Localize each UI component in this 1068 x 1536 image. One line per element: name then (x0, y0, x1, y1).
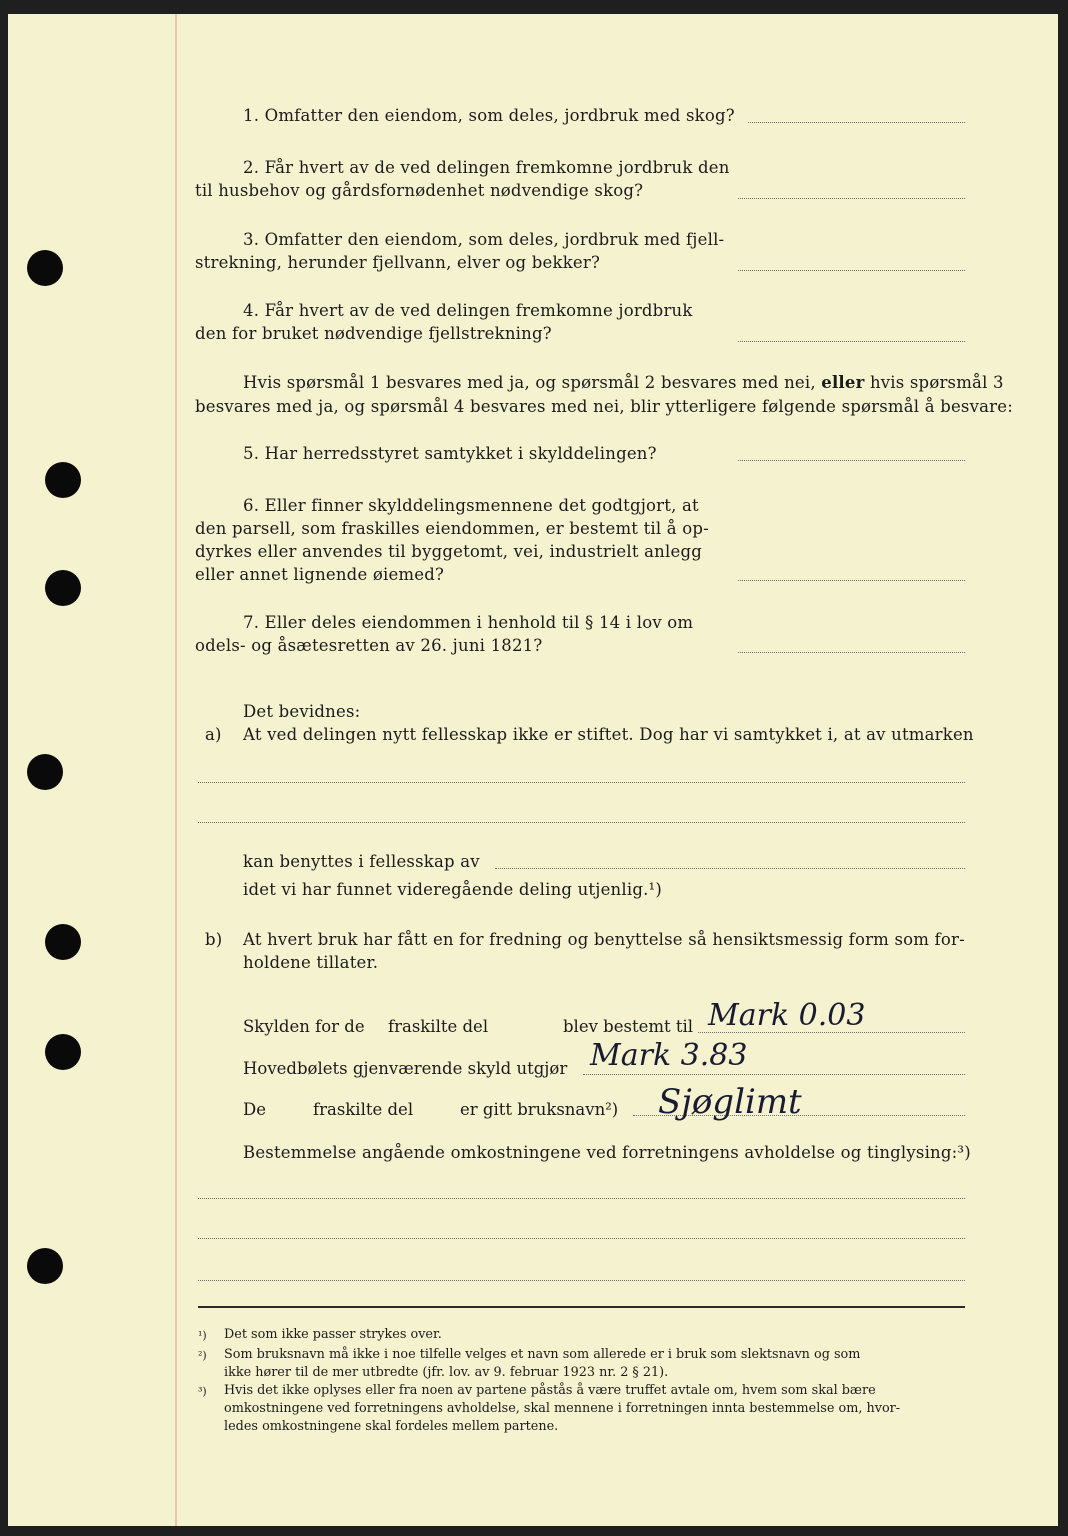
certify-b-line-1: At hvert bruk har fått en for fredning og benyttelse så hensiktsmessig form som for- (243, 930, 965, 949)
skyld-value[interactable]: Mark 0.03 (708, 998, 866, 1033)
question-5: 5. Har herredsstyret samtykket i skylddelingen? (243, 444, 657, 463)
question-6-line-1: 6. Eller finner skylddelingsmennene det godtgjort, at (243, 496, 699, 515)
punch-hole (45, 924, 81, 960)
answer-line-1[interactable] (748, 122, 965, 123)
bruk-label-c: er gitt bruksnavn²) (460, 1100, 619, 1119)
question-7-line-1: 7. Eller deles eiendommen i henhold til § 14 i lov om (243, 613, 694, 632)
certify-a-label: a) (205, 725, 222, 744)
hoved-label: Hovedbølets gjenværende skyld utgjør (243, 1059, 568, 1078)
hoved-value[interactable]: Mark 3.83 (590, 1038, 748, 1073)
utmark-line-2[interactable] (198, 822, 965, 823)
utmark-line-1[interactable] (198, 782, 965, 783)
bruk-value[interactable]: Sjøglimt (658, 1082, 802, 1122)
cost-line-2[interactable] (198, 1238, 965, 1239)
answer-line-4[interactable] (738, 341, 965, 342)
form-page (8, 14, 1058, 1526)
footnote-3-line-3: ledes omkostningene skal fordeles mellem partene. (224, 1419, 559, 1434)
footnote-2-line-1: Som bruksnavn må ikke i noe tilfelle velges et navn som allerede er i bruk som slektsnavn og som (224, 1347, 861, 1362)
punch-hole (45, 570, 81, 606)
certify-b-label: b) (205, 930, 223, 949)
cost-line-3[interactable] (198, 1280, 965, 1281)
instruction-line-1: Hvis spørsmål 1 besvares med ja, og spørsmål 2 besvares med nei, eller hvis spørsmål 3 (243, 373, 1004, 392)
footnote-1-mark: ¹) (198, 1329, 207, 1342)
question-2-line-2: til husbehov og gårdsfornødenhet nødvendige skog? (195, 181, 644, 200)
question-3-line-1: 3. Omfatter den eiendom, som deles, jordbruk med fjell- (243, 230, 725, 249)
footnote-3-mark: ³) (198, 1385, 207, 1398)
footnote-3-line-2: omkostningene ved forretningens avholdelse, skal mennene i forretningen innta bestemmelse om, hvor- (224, 1401, 901, 1416)
cost-line-1[interactable] (198, 1198, 965, 1199)
question-6-line-2: den parsell, som fraskilles eiendommen, er bestemt til å op- (195, 519, 709, 538)
cost-label: Bestemmelse angående omkostningene ved forretningens avholdelse og tinglysing:³) (243, 1143, 971, 1162)
answer-line-2[interactable] (738, 198, 965, 199)
question-4-line-2: den for bruket nødvendige fjellstrekning? (195, 324, 552, 343)
punch-hole (45, 462, 81, 498)
question-6-line-3: dyrkes eller anvendes til byggetomt, vei, industrielt anlegg (195, 542, 702, 561)
answer-line-6[interactable] (738, 580, 965, 581)
answer-line-5[interactable] (738, 460, 965, 461)
punch-hole (45, 1034, 81, 1070)
skyld-label-b: fraskilte del (388, 1017, 489, 1036)
instruction-line-2: besvares med ja, og spørsmål 4 besvares med nei, blir ytterligere følgende spørsmål å besvare: (195, 397, 1013, 416)
question-7-line-2: odels- og åsætesretten av 26. juni 1821? (195, 636, 543, 655)
question-3-line-2: strekning, herunder fjellvann, elver og bekker? (195, 253, 600, 272)
certify-heading: Det bevidnes: (243, 702, 361, 721)
skyld-label-a: Skylden for de (243, 1017, 365, 1036)
answer-line-3[interactable] (738, 270, 965, 271)
footnote-rule (198, 1306, 965, 1308)
punch-hole (27, 1248, 63, 1284)
certify-a-reason: idet vi har funnet videregående deling utjenlig.¹) (243, 880, 662, 899)
certify-a-shared: kan benyttes i fellesskap av (243, 852, 480, 871)
punch-hole (27, 754, 63, 790)
punch-hole (27, 250, 63, 286)
footnote-1-line-1: Det som ikke passer strykes over. (224, 1327, 442, 1342)
footnote-3-line-1: Hvis det ikke oplyses eller fra noen av partene påstås å være truffet avtale om, hvem som skal bære (224, 1383, 876, 1398)
shared-by-line[interactable] (495, 868, 965, 869)
question-2-line-1: 2. Får hvert av de ved delingen fremkomne jordbruk den (243, 158, 730, 177)
bruk-label-b: fraskilte del (313, 1100, 414, 1119)
question-1: 1. Omfatter den eiendom, som deles, jordbruk med skog? (243, 106, 735, 125)
footnote-2-mark: ²) (198, 1349, 207, 1362)
bruk-label-a: De (243, 1100, 266, 1119)
footnote-2-line-2: ikke hører til de mer utbredte (jfr. lov. av 9. februar 1923 nr. 2 § 21). (224, 1365, 669, 1380)
question-6-line-4: eller annet lignende øiemed? (195, 565, 445, 584)
certify-b-line-2: holdene tillater. (243, 953, 379, 972)
certify-a-text: At ved delingen nytt fellesskap ikke er stiftet. Dog har vi samtykket i, at av utmarken (243, 725, 974, 744)
answer-line-7[interactable] (738, 652, 965, 653)
hoved-field-line[interactable] (583, 1074, 965, 1075)
question-4-line-1: 4. Får hvert av de ved delingen fremkomne jordbruk (243, 301, 693, 320)
margin-line (175, 14, 177, 1526)
skyld-label-c: blev bestemt til (563, 1017, 694, 1036)
